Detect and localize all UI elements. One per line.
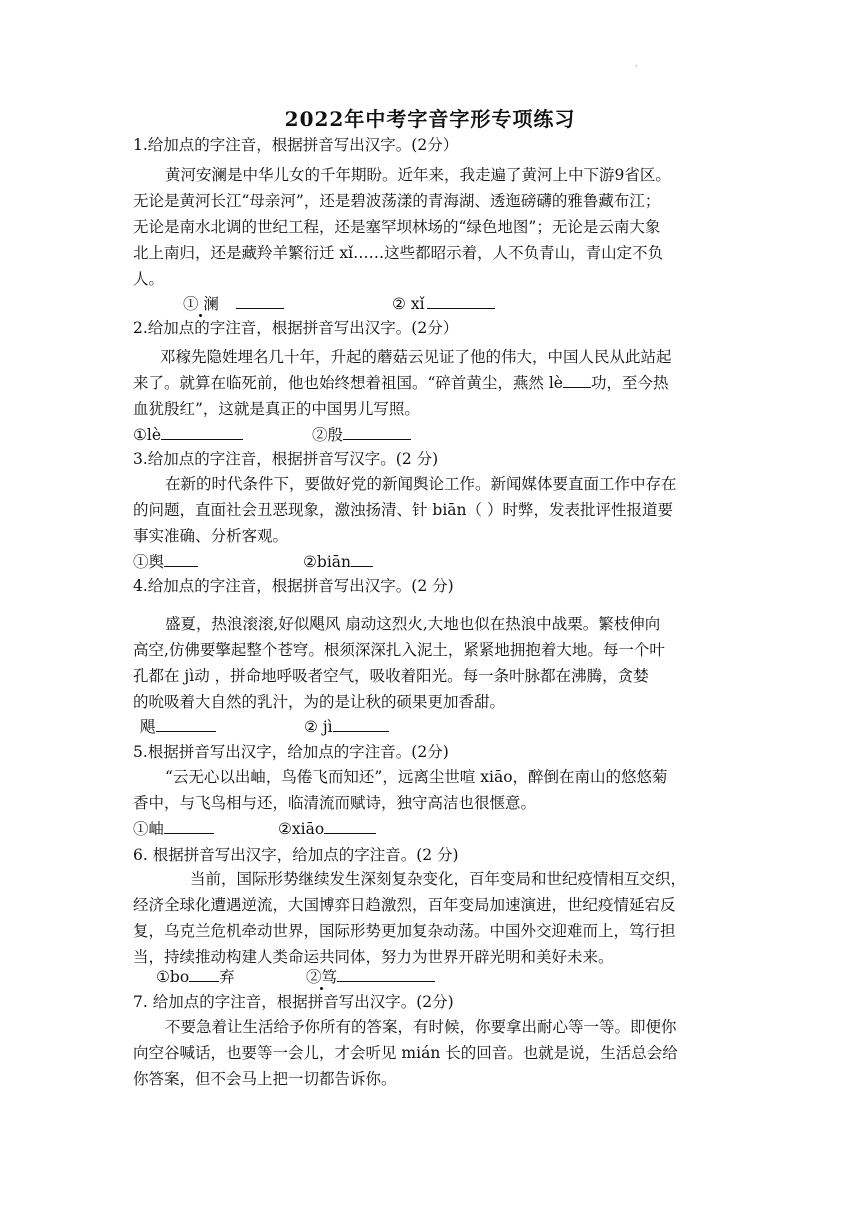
question-1-text-line: 黄河安澜是中华儿女的千年期盼。近年来，我走遍了黄河上中下游9省区。 [165, 166, 671, 184]
question-2-answer-2: ②殷 [312, 420, 411, 450]
question-1-text-line: 无论是黄河长江“母亲河”，还是碧波荡漾的青海湖、透迤磅礴的雅鲁藏布江； [133, 192, 661, 210]
question-1-prompt: 1.给加点的字注音，根据拼音写出汉字。(2分） [133, 136, 459, 154]
question-4-answer-2: ② jì [304, 712, 389, 742]
question-1-text-line: 无论是南水北调的世纪工程，还是塞罕坝林场的“绿色地图”；无论是云南大象 [133, 218, 661, 236]
question-1-answer-1: ① 澜 [183, 289, 284, 319]
answer-blank[interactable] [427, 292, 495, 309]
question-1-text-line: 人。 [133, 270, 165, 288]
question-5-answer-2: ②xiāo [278, 814, 376, 844]
question-4-text-line: 的吮吸着大自然的乳汁，为的是让秋的硕果更加香甜。 [133, 693, 506, 711]
question-7-text-line: 不要急着让生活给予你所有的答案，有时候，你要拿出耐心等一等。即便你 [165, 1018, 677, 1036]
answer-blank[interactable] [324, 817, 376, 834]
question-2-answer-1: ①lè [133, 420, 243, 450]
question-3-answer-2: ②biān [303, 547, 373, 577]
question-5-text-line: “云无心以出岫，鸟倦飞而知还”，远离尘世喧 xiāo，醉倒在南山的悠悠菊 [165, 768, 668, 786]
question-4-text-line: 高空,仿佛要擎起整个苍穹。根须深深扎入泥土，紧紧地拥抱着大地。每一个叶 [133, 641, 665, 659]
answer-blank[interactable] [343, 423, 411, 440]
question-1-text-line: 北上南归，还是藏羚羊繁衍迁 xǐ……这些都昭示着，人不负青山，青山定不负 [133, 244, 664, 262]
question-7-prompt: 7. 给加点的字注音，根据拼音写出汉字。(2分) [133, 993, 454, 1011]
question-5-answer-1: ①岫 [133, 814, 214, 844]
question-4-prompt: 4.给加点的字注音，根据拼音写出汉字。(2 分) [133, 577, 454, 595]
answer-blank[interactable] [236, 292, 284, 309]
question-4-text-line: 盛夏，热浪滚滚,好似飓风 扇动这烈火,大地也似在热浪中战栗。繁枝伸向 [165, 615, 661, 633]
answer-blank[interactable] [164, 550, 198, 567]
answer-blank[interactable] [563, 371, 591, 388]
question-2-prompt: 2.给加点的字注音，根据拼音写出汉字。(2分） [133, 319, 459, 337]
question-6-answer-1: ①bo 弃 [156, 962, 235, 992]
corner-dot: · [635, 62, 638, 71]
question-6-text-line: 经济全球化遭遇逆流，大国博弈日趋激烈，百年变局加速演进，世纪疫情延宕反 [133, 896, 676, 914]
question-3-prompt: 3.给加点的字注音，根据拼音写汉字。(2 分) [133, 450, 439, 468]
question-4-answer-1: 飓 [140, 712, 216, 742]
page-title: 2022年中考字音字形专项练习 [284, 107, 576, 131]
question-5-text-line: 香中，与飞鸟相与还，临清流而赋诗，独守高洁也很惬意。 [133, 794, 537, 812]
answer-blank[interactable] [351, 550, 373, 567]
question-6-text-line: 复，乌克兰危机牵动世界，国际形势更加复杂动荡。中国外交迎难而上，笃行担 [133, 922, 676, 940]
answer-blank[interactable] [333, 715, 389, 732]
question-7-text-line: 你答案，但不会马上把一切都告诉你。 [133, 1070, 397, 1088]
question-2-text-line: 来了。就算在临死前，他也始终想着祖国。“碎首黄尘，燕然 lè 功，至今热 [133, 368, 733, 398]
question-3-text-line: 事实准确、分析客观。 [133, 527, 289, 545]
answer-blank[interactable] [337, 965, 435, 982]
answer-blank[interactable] [189, 965, 219, 982]
question-6-text-line: 当，持续推动构建人类命运共同体，努力为世界开辟光明和美好未来。 [133, 948, 614, 966]
question-7-text-line: 向空谷喊话，也要等一会儿，才会听见 mián 长的回音。也就是说，生活总会给 [133, 1044, 678, 1062]
question-2-text-line: 邓稼先隐姓埋名几十年，升起的蘑菇云见证了他的伟大，中国人民从此站起 [160, 348, 672, 366]
question-6-answer-2: ②笃 [306, 962, 435, 992]
answer-blank[interactable] [164, 817, 214, 834]
question-3-text-line: 的问题，直面社会丑恶现象，激浊扬清、针 biān（ ）时弊，发表批评性报道要 [133, 501, 673, 519]
question-5-prompt: 5.根据拼音写出汉字，给加点的字注音。(2分) [133, 743, 449, 761]
question-3-text-line: 在新的时代条件下，要做好党的新闻舆论工作。新闻媒体要直面工作中存在 [165, 475, 677, 493]
answer-blank[interactable] [161, 423, 243, 440]
question-2-text-line: 血犹殷红”，这就是真正的中国男儿写照。 [133, 400, 420, 418]
question-6-prompt: 6. 根据拼音写出汉字，给加点的字注音。(2 分) [133, 846, 459, 864]
answer-blank[interactable] [156, 715, 216, 732]
question-4-text-line: 孔都在 jì动 ，拼命地呼吸者空气，吸收着阳光。每一条叶脉都在沸腾，贪婪 [133, 667, 649, 685]
question-6-text-line: 当前，国际形势继续发生深刻复杂变化，百年变局和世纪疫情相互交织， [190, 870, 687, 888]
question-1-answer-2: ② xǐ [392, 289, 495, 319]
question-3-answer-1: ①舆 [133, 547, 198, 577]
